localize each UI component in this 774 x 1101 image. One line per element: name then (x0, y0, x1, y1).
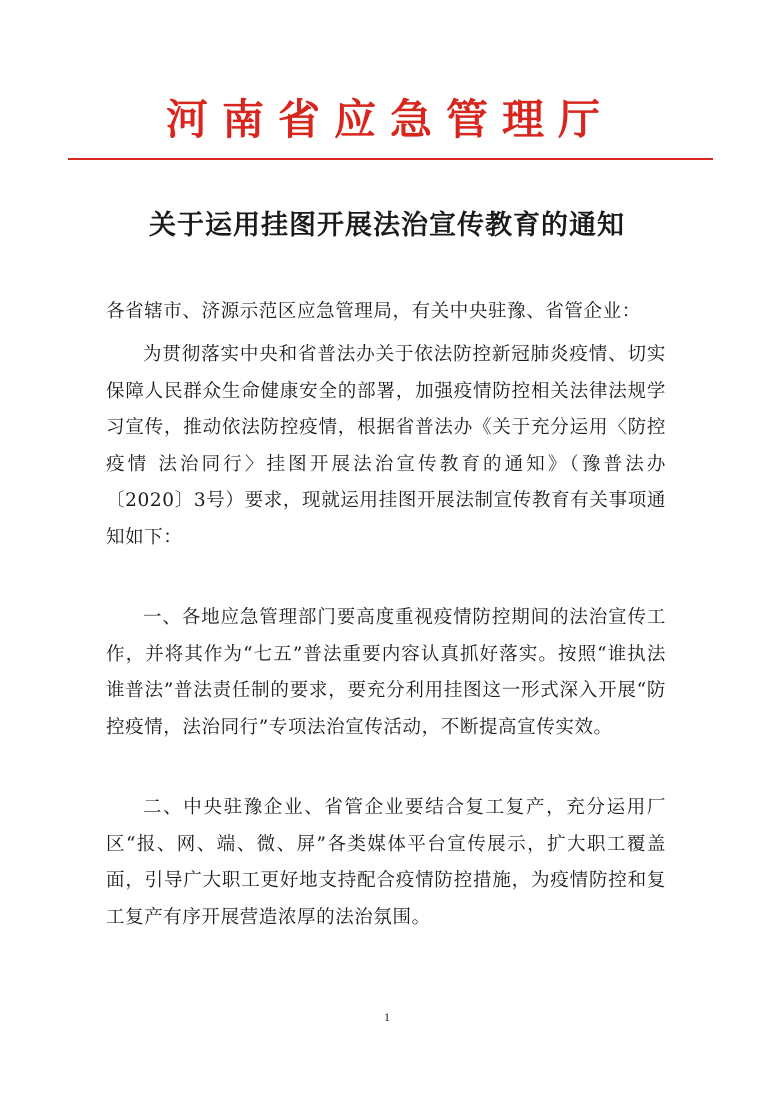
notice-paragraph-item-2: 二、中央驻豫企业、省管企业要结合复工复产，充分运用厂区“报、网、端、微、屏”各类媒体平台宣传展示，扩大职工覆盖面，引导广大职工更好地支持配合疫情防控措施，为疫情防控和复工复产有序开展营造浓厚的法治氛围。 (106, 797, 666, 928)
letterhead-organization: 河南省应急管理厅 (165, 95, 614, 144)
page-number: 1 (384, 1010, 390, 1024)
letterhead-red-rule (68, 158, 713, 160)
notice-title: 关于运用挂图开展法治宣传教育的通知 (149, 210, 625, 241)
notice-paragraph-item-1: 一、各地应急管理部门要高度重视疫情防控期间的法治宣传工作，并将其作为“七五”普法重要内容认真抓好落实。按照“谁执法谁普法”普法责任制的要求，要充分利用挂图这一形式深入开展“防控疫情，法治同行”专项法治宣传活动，不断提高宣传实效。 (106, 607, 666, 738)
notice-paragraph-intro: 为贯彻落实中央和省普法办关于依法防控新冠肺炎疫情、切实保障人民群众生命健康安全的部署，加强疫情防控相关法律法规学习宣传，推动依法防控疫情，根据省普法办《关于充分运用〈防控疫情 法治同行〉挂图开展法治宣传教育的通知》（豫普法办〔2020〕3号）要求，现就运用挂图开展法制宣传教育有关事项通知如下： (106, 344, 666, 548)
notice-salutation: 各省辖市、济源示范区应急管理局，有关中央驻豫、省管企业： (106, 301, 641, 322)
